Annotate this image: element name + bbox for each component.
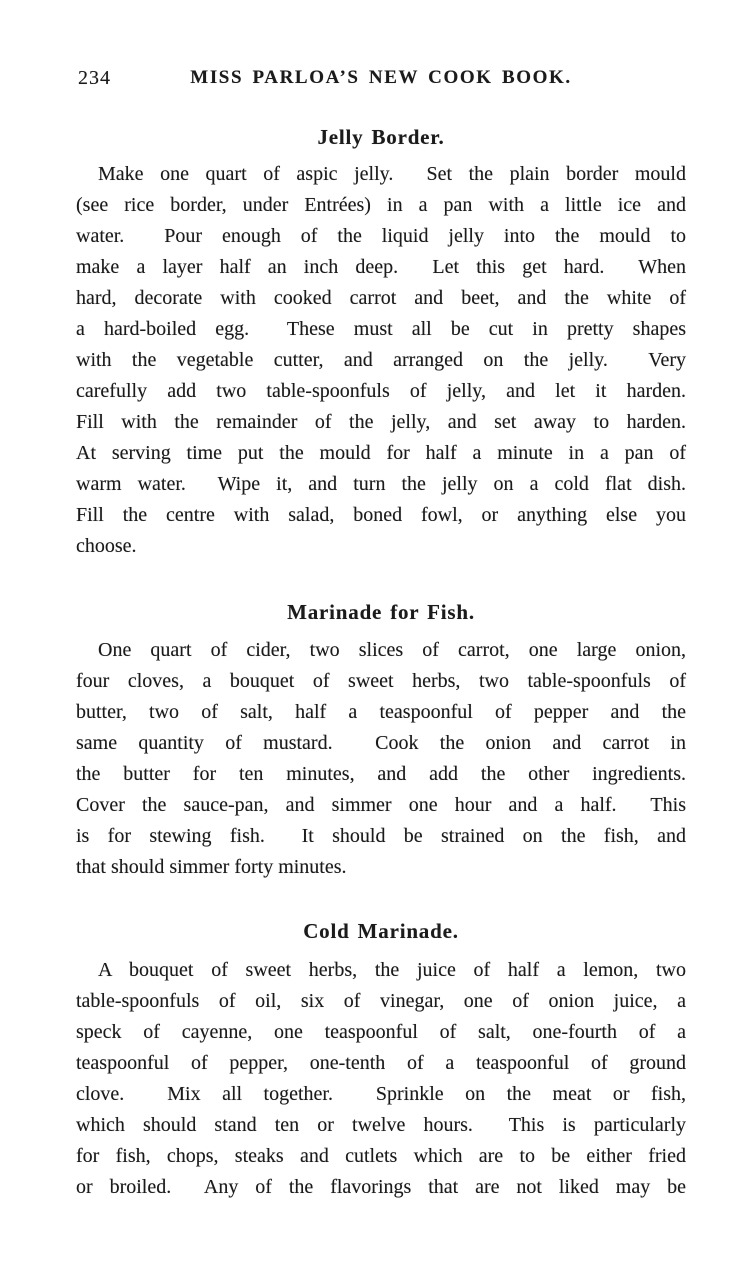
text-line: clove. Mix all together. Sprinkle on the meat or fish, [76,1083,686,1105]
text-line: table-spoonfuls of oil, six of vinegar, one of onion juice, a [76,990,686,1012]
recipe-heading: Marinade for Fish. [287,600,475,624]
text-line: water. Pour enough of the liquid jelly into the mould to [76,225,686,247]
text-line: or broiled. Any of the flavorings that are not liked may be [76,1176,686,1198]
recipe-section-jelly-border [76,125,686,562]
page-header [76,66,686,90]
text-line: (see rice border, under Entrées) in a pan with a little ice and [76,194,686,216]
text-line: Fill the centre with salad, boned fowl, or anything else you [76,504,686,526]
page-number: 234 [78,67,111,89]
recipe-heading: Jelly Border. [317,125,445,149]
text-line: that should simmer forty minutes. [76,856,347,878]
text-line: Fill with the remainder of the jelly, and set away to harden. [76,411,686,433]
text-line: for fish, chops, steaks and cutlets which are to be either fried [76,1145,686,1167]
recipe-heading: Cold Marinade. [303,919,459,943]
text-line: with the vegetable cutter, and arranged on the jelly. Very [76,349,686,371]
text-line: warm water. Wipe it, and turn the jelly on a cold flat dish. [76,473,686,495]
recipe-section-cold-marinade [76,919,686,1203]
running-head: MISS PARLOA’S NEW COOK BOOK. [190,67,572,88]
text-line: which should stand ten or twelve hours. This is particularly [76,1114,686,1136]
text-line: A bouquet of sweet herbs, the juice of half a lemon, two [98,959,686,981]
text-line: make a layer half an inch deep. Let this get hard. When [76,256,686,278]
text-line: Cover the sauce-pan, and simmer one hour and a half. This [76,794,686,816]
text-line: hard, decorate with cooked carrot and beet, and the white of [76,287,686,309]
text-line: is for stewing fish. It should be strained on the fish, and [76,825,686,847]
text-line: At serving time put the mould for half a minute in a pan of [76,442,686,464]
text-line: teaspoonful of pepper, one-tenth of a teaspoonful of ground [76,1052,686,1074]
recipe-paragraph [76,159,686,562]
text-line: a hard-boiled egg. These must all be cut in pretty shapes [76,318,686,340]
text-line: four cloves, a bouquet of sweet herbs, two table-spoonfuls of [76,670,686,692]
text-line: One quart of cider, two slices of carrot, one large onion, [98,639,686,661]
text-line: Make one quart of aspic jelly. Set the plain border mould [98,163,686,185]
recipe-paragraph [76,635,686,883]
text-line: the butter for ten minutes, and add the other ingredients. [76,763,686,785]
text-line: same quantity of mustard. Cook the onion and carrot in [76,732,686,754]
text-line: choose. [76,535,137,557]
text-line: speck of cayenne, one teaspoonful of salt, one-fourth of a [76,1021,686,1043]
recipe-paragraph [76,955,686,1203]
text-line: butter, two of salt, half a teaspoonful of pepper and the [76,701,686,723]
page-content [76,125,686,1203]
text-line: carefully add two table-spoonfuls of jelly, and let it harden. [76,380,686,402]
recipe-section-marinade-for-fish [76,600,686,883]
